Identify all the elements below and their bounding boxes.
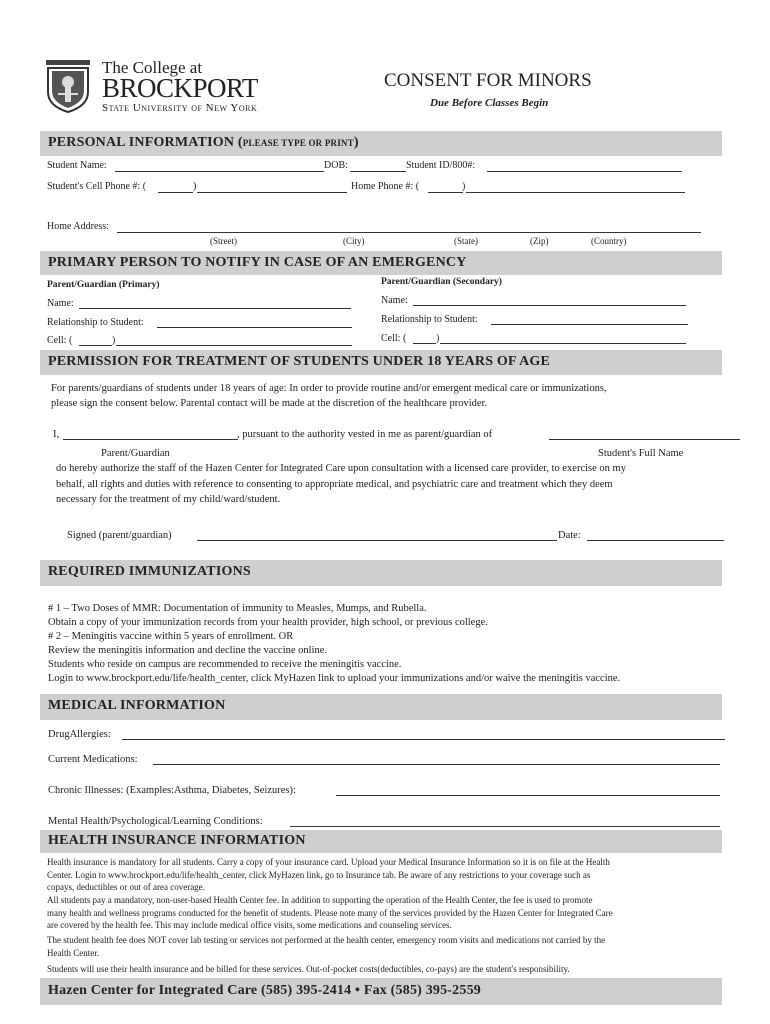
medical-heading: MEDICAL INFORMATION [48,698,226,713]
student-full-name-field[interactable] [549,439,740,440]
college-line-1: The College at [102,58,203,77]
home-address-label: Home Address: [47,221,109,232]
form-subtitle: Due Before Classes Begin [430,97,549,109]
current-medications-label: Current Medications: [48,754,138,765]
street-caption: (Street) [210,236,237,246]
zip-caption: (Zip) [530,236,549,246]
secondary-cell-field[interactable] [440,343,686,344]
immunization-line: # 2 – Meningitis vaccine within 5 years of enrollment. OR [48,631,294,642]
mental-health-field[interactable] [290,826,720,827]
footer-contact: Hazen Center for Integrated Care (585) 395-2414 • Fax (585) 395-2559 [48,983,481,998]
mental-health-label: Mental Health/Psychological/Learning Conditions: [48,816,263,827]
personal-heading-note: PLEASE TYPE OR PRINT [242,138,354,148]
cell-phone-field[interactable] [197,192,347,193]
insurance-line: many health and wellness programs conducted for the benefit of students. Please note many of the services provided by the Hazen Center for Integrated Care [47,907,613,918]
immunization-line: Obtain a copy of your immunization records from your health provider, high school, or previous college. [48,617,488,628]
medical-header [40,694,722,720]
primary-cell-paren: ) [112,335,116,346]
immunizations-header [40,560,722,586]
primary-cell-label: Cell: ( [47,335,73,346]
insurance-paragraph-1 [47,856,610,894]
personal-heading-close: ) [353,135,359,150]
insurance-line: Health insurance is mandatory for all students. Carry a copy of your insurance card. Upload your Medical Insurance Information so it is on file at the Health [47,857,610,867]
insurance-line: All students pay a mandatory, non-user-based Health Center fee. In addition to supporting the operation of the Health Center, the fee is used to promote [47,895,593,905]
primary-relationship-label: Relationship to Student: [47,317,144,328]
insurance-line: Health Center. [47,947,99,958]
current-medications-field[interactable] [153,764,720,765]
primary-name-field[interactable] [79,308,351,309]
immunization-line: # 1 – Two Doses of MMR: Documentation of immunity to Measles, Mumps, and Rubella. [48,603,427,614]
secondary-relationship-label: Relationship to Student: [381,314,478,325]
primary-cell-field[interactable] [116,345,352,346]
insurance-paragraph-4: Students will use their health insurance and be billed for these services. Out-of-pocket costs(deductibles, co-pays) are the student's responsibility. [47,964,570,974]
student-id-field[interactable] [487,171,682,172]
insurance-line: The student health fee does NOT cover lab testing or services not performed at the health center, emergency room visits and medications not carried by the [47,935,606,945]
emergency-heading: PRIMARY PERSON TO NOTIFY IN CASE OF AN EMERGENCY [48,255,467,270]
chronic-illnesses-label: Chronic Illnesses: (Examples:Asthma, Diabetes, Seizures): [48,785,296,796]
student-full-name-caption: Student's Full Name [598,448,684,459]
permission-intro-1: For parents/guardians of students under 18 years of age: In order to provide routine and/or emergent medical care or immunizations, [51,383,607,394]
secondary-name-label: Name: [381,295,408,306]
secondary-name-field[interactable] [413,305,686,306]
insurance-paragraph-2 [47,894,613,932]
home-phone-field[interactable] [466,192,685,193]
insurance-line: copays, deductibles or out of area coverage. [47,882,205,892]
footer-bar [40,978,722,1005]
cell-area-code-field[interactable] [158,192,193,193]
home-phone-label: Home Phone #: ( [351,181,420,192]
authorization-line-2: behalf, all rights and duties with reference to consenting to appropriate medical, and psychiatric care and treatment which they deem [56,479,613,490]
drug-allergies-field[interactable] [122,739,725,740]
cell-paren-close: ) [193,181,197,192]
cell-phone-label: Student's Cell Phone #: ( [47,181,147,192]
college-logo [44,58,274,116]
home-address-field[interactable] [117,232,701,233]
secondary-cell-area-field[interactable] [413,343,436,344]
immunization-line: Login to www.brockport.edu/life/health_center, click MyHazen link to upload your immunizations and/or waive the meningitis vaccine. [48,673,621,684]
immunization-line: Review the meningitis information and decline the vaccine online. [48,645,328,656]
home-paren-close: ) [462,181,466,192]
student-name-field[interactable] [115,171,324,172]
authorization-line-1: do hereby authorize the staff of the Hazen Center for Integrated Care upon consultation with a licensed care provider, to exercise on my [56,463,626,474]
home-area-code-field[interactable] [428,192,463,193]
parent-guardian-caption: Parent/Guardian [101,448,170,459]
primary-relationship-field[interactable] [157,327,352,328]
dob-field[interactable] [350,171,406,172]
secondary-relationship-field[interactable] [491,324,688,325]
student-name-label: Student Name: [47,160,107,171]
permission-header [40,350,722,375]
chronic-illnesses-field[interactable] [336,795,720,796]
primary-cell-area-field[interactable] [79,345,112,346]
immunizations-heading: REQUIRED IMMUNIZATIONS [48,564,251,579]
pursuant-text: , pursuant to the authority vested in me as parent/guardian of [237,429,493,440]
secondary-cell-paren: ) [436,333,440,344]
permission-heading: PERMISSION FOR TREATMENT OF STUDENTS UNDER 18 YEARS OF AGE [48,354,551,369]
dob-label: DOB: [324,160,348,171]
date-field[interactable] [587,540,724,541]
signature-field[interactable] [197,540,557,541]
permission-intro-2: please sign the consent below. Parental contact will be made at the discretion of the healthcare provider. [51,398,488,409]
i-label: I, [53,429,60,440]
secondary-guardian-title: Parent/Guardian (Secondary) [381,277,502,287]
drug-allergies-label: DrugAllergies: [48,729,111,740]
authorization-line-3: necessary for the treatment of my child/ward/student. [56,494,281,505]
primary-guardian-title: Parent/Guardian (Primary) [47,280,160,290]
personal-heading-text: PERSONAL INFORMATION ( [48,135,243,150]
insurance-line: are covered by the health fee. This may include medical office visits, some medications and counseling services. [47,920,452,930]
insurance-line: Center. Login to www.brockport.edu/life/health_center, click MyHazen link, go to Insurance tab. Be aware of any restrictions to your coverage such as [47,869,591,880]
college-line-2: BROCKPORT [102,73,258,103]
insurance-paragraph-3 [47,934,605,959]
country-caption: (Country) [591,236,627,246]
state-caption: (State) [454,236,478,246]
college-seal-icon [44,58,92,114]
date-label: Date: [558,530,581,541]
student-id-label: Student ID/800#: [406,160,476,171]
parent-guardian-field[interactable] [63,439,238,440]
immunization-line: Students who reside on campus are recommended to receive the meningitis vaccine. [48,659,402,670]
emergency-header [40,251,722,275]
personal-info-header [40,131,722,156]
college-line-3: State University of New York [102,102,258,114]
city-caption: (City) [343,236,365,246]
insurance-header [40,830,722,853]
primary-name-label: Name: [47,298,74,309]
secondary-cell-label: Cell: ( [381,333,407,344]
signed-label: Signed (parent/guardian) [67,530,172,541]
insurance-heading: HEALTH INSURANCE INFORMATION [48,833,306,848]
form-title: CONSENT FOR MINORS [384,70,592,91]
